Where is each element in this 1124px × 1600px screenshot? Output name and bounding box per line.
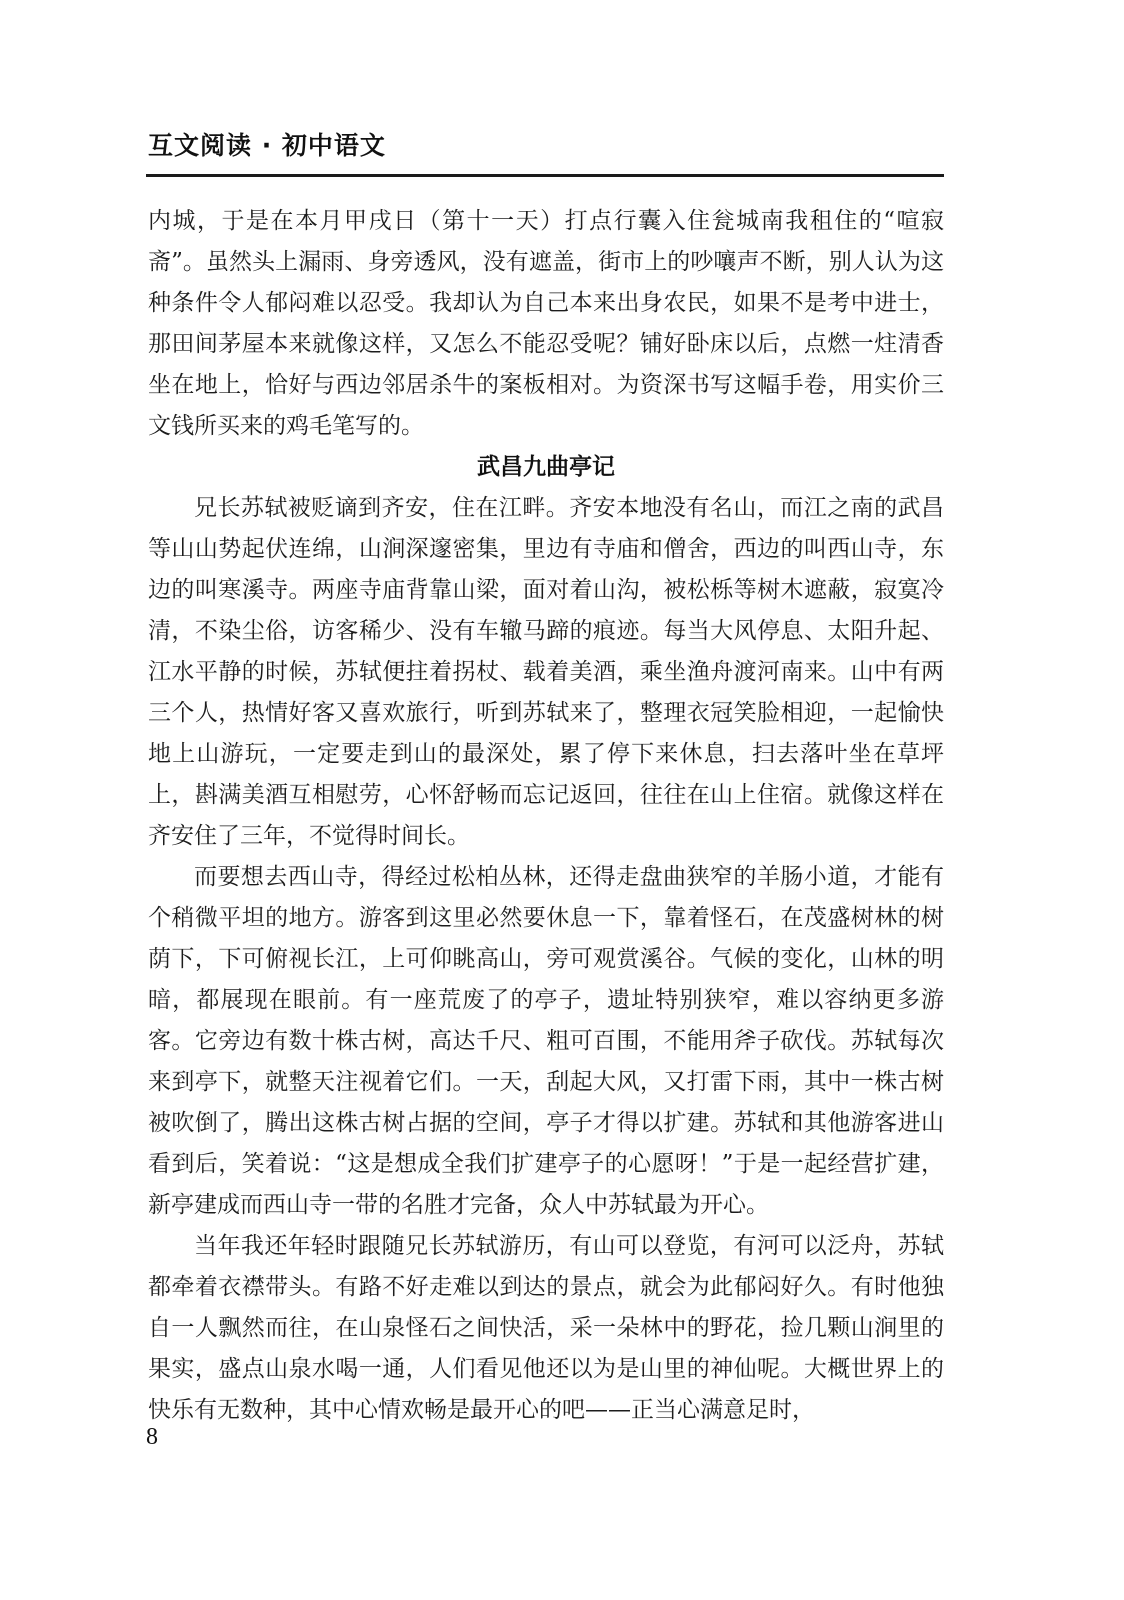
page-number: 8 (146, 1424, 158, 1450)
paragraph: 当年我还年轻时跟随兄长苏轼游历，有山可以登览，有河可以泛舟，苏轼都牵着衣襟带头。有路不好走难以到达的景点，就会为此郁闷好久。有时他独自一人飘然而往，在山泉怪石之间快活，采一朵林中的野花，捡几颗山涧里的果实，盛点山泉水喝一通，人们看见他还以为是山里的神仙呢。大概世界上的快乐有无数种，其中心情欢畅是最开心的吧——正当心满意足时， (148, 1233, 944, 1423)
section-title: 武昌九曲亭记 (477, 454, 615, 480)
body-text (148, 201, 944, 1431)
running-header-title: 互文阅读 · 初中语文 (148, 131, 386, 160)
header-divider (146, 174, 944, 177)
paragraph-continued: 内城，于是在本月甲戌日（第十一天）打点行囊入住瓮城南我租住的“喧寂斋”。虽然头上漏雨、身旁透风，没有遮盖，街市上的吵嚷声不断，别人认为这种条件令人郁闷难以忍受。我却认为自己本来出身农民，如果不是考中进士，那田间茅屋本来就像这样，又怎么不能忍受呢？铺好卧床以后，点燃一炷清香坐在地上，恰好与西边邻居杀牛的案板相对。为资深书写这幅手卷，用实价三文钱所买来的鸡毛笔写的。 (148, 208, 944, 439)
paragraph: 而要想去西山寺，得经过松柏丛林，还得走盘曲狭窄的羊肠小道，才能有个稍微平坦的地方。游客到这里必然要休息一下，靠着怪石，在茂盛树林的树荫下，下可俯视长江，上可仰眺高山，旁可观赏溪谷。气候的变化，山林的明暗，都展现在眼前。有一座荒废了的亭子，遗址特别狭窄，难以容纳更多游客。它旁边有数十株古树，高达千尺、粗可百围，不能用斧子砍伐。苏轼每次来到亭下，就整天注视着它们。一天，刮起大风，又打雷下雨，其中一株古树被吹倒了，腾出这株古树占据的空间，亭子才得以扩建。苏轼和其他游客进山看到后，笑着说：“这是想成全我们扩建亭子的心愿呀！”于是一起经营扩建，新亭建成而西山寺一带的名胜才完备，众人中苏轼最为开心。 (148, 864, 944, 1218)
paragraph: 兄长苏轼被贬谪到齐安，住在江畔。齐安本地没有名山，而江之南的武昌等山山势起伏连绵，山涧深邃密集，里边有寺庙和僧舍，西边的叫西山寺，东边的叫寒溪寺。两座寺庙背靠山梁，面对着山沟，被松栎等树木遮蔽，寂寞冷清，不染尘俗，访客稀少、没有车辙马蹄的痕迹。每当大风停息、太阳升起、江水平静的时候，苏轼便拄着拐杖、载着美酒，乘坐渔舟渡河南来。山中有两三个人，热情好客又喜欢旅行，听到苏轼来了，整理衣冠笑脸相迎，一起愉快地上山游玩，一定要走到山的最深处，累了停下来休息，扫去落叶坐在草坪上，斟满美酒互相慰劳，心怀舒畅而忘记返回，往往在山上住宿。就像这样在齐安住了三年，不觉得时间长。 (148, 495, 944, 849)
